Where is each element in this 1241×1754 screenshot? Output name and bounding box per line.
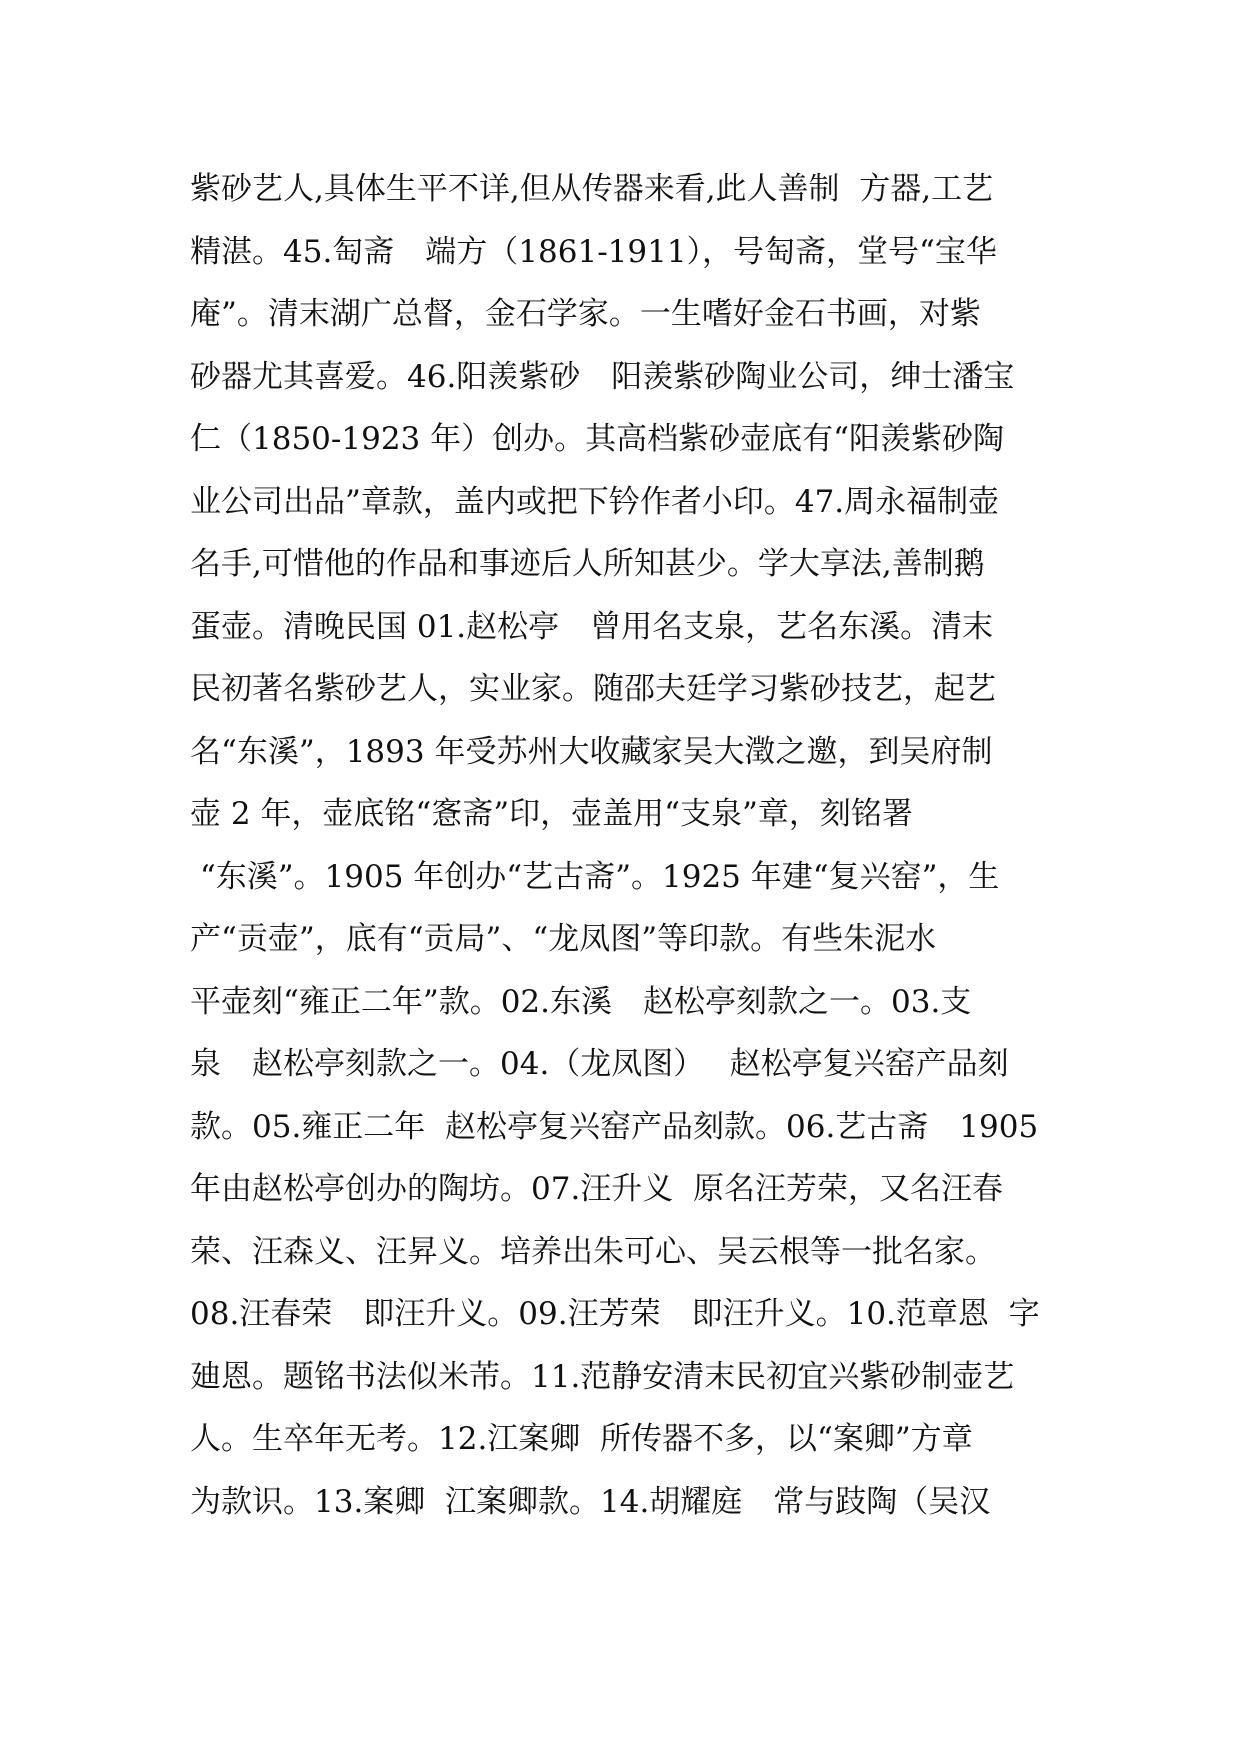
text-line: 荣、汪森义、汪昇义。培养出朱可心、吴云根等一批名家。 <box>190 1233 996 1270</box>
text-line: 为款识。13.案卿 江案卿款。14.胡耀庭 常与跂陶（吴汉 <box>190 1483 991 1520</box>
text-line: 砂器尤其喜爱。46.阳羡紫砂 阳羡紫砂陶业公司，绅士潘宝 <box>190 358 1015 395</box>
text-line: 庵”。清末湖广总督，金石学家。一生嗜好金石书画，对紫 <box>190 296 981 332</box>
text-line: 壶 2 年，壶底铭“愙斋”印，壶盖用“支泉”章，刻铭署 <box>190 796 913 832</box>
text-line: 蛋壶。清晚民国 01.赵松亭 曾用名支泉，艺名东溪。清末 <box>190 608 994 645</box>
body-text <box>190 158 1070 1533</box>
text-line: 人。生卒年无考。12.江案卿 所传器不多，以“案卿”方章 <box>190 1421 973 1457</box>
text-line: 泉 赵松亭刻款之一。04.（龙凤图） 赵松亭复兴窑产品刻 <box>190 1046 1009 1082</box>
text-line: 08.汪春荣 即汪升义。09.汪芳荣 即汪升义。10.范章恩 字 <box>190 1296 1040 1332</box>
text-line: 紫砂艺人,具体生平不详,但从传器来看,此人善制 方器,工艺 <box>190 171 994 207</box>
text-line: 款。05.雍正二年 赵松亭复兴窑产品刻款。06.艺古斋 1905 <box>190 1108 1039 1145</box>
text-line: 业公司出品”章款，盖内或把下钤作者小印。47.周永福制壶 <box>190 483 1000 520</box>
text-line: 廸恩。题铭书法似米芾。11.范静安清末民初宜兴紫砂制壶艺 <box>190 1358 1015 1395</box>
text-line: 民初著名紫砂艺人，实业家。随邵夫廷学习紫砂技艺，起艺 <box>190 671 996 707</box>
text-line: 名手,可惜他的作品和事迹后人所知甚少。学大享法,善制鹅 <box>190 546 985 582</box>
text-line: 平壶刻“雍正二年”款。02.东溪 赵松亭刻款之一。03.支 <box>190 983 972 1020</box>
text-line: 产“贡壶”，底有“贡局”、“龙凤图”等印款。有些朱泥水 <box>190 921 937 957</box>
text-line: 精湛。45.匋斋 端方（1861-1911），号匋斋，堂号“宝华 <box>190 233 997 270</box>
text-line: 年由赵松亭创办的陶坊。07.汪升义 原名汪芳荣，又名汪春 <box>190 1171 1004 1207</box>
text-line: “东溪”。1905 年创办“艺古斋”。1925 年建“复兴窑”，生 <box>190 858 1000 895</box>
text-line: 仁（1850-1923 年）创办。其高档紫砂壶底有“阳羡紫砂陶 <box>190 421 1004 457</box>
text-line: 名“东溪”，1893 年受苏州大收藏家吴大澂之邀，到吴府制 <box>190 733 993 770</box>
